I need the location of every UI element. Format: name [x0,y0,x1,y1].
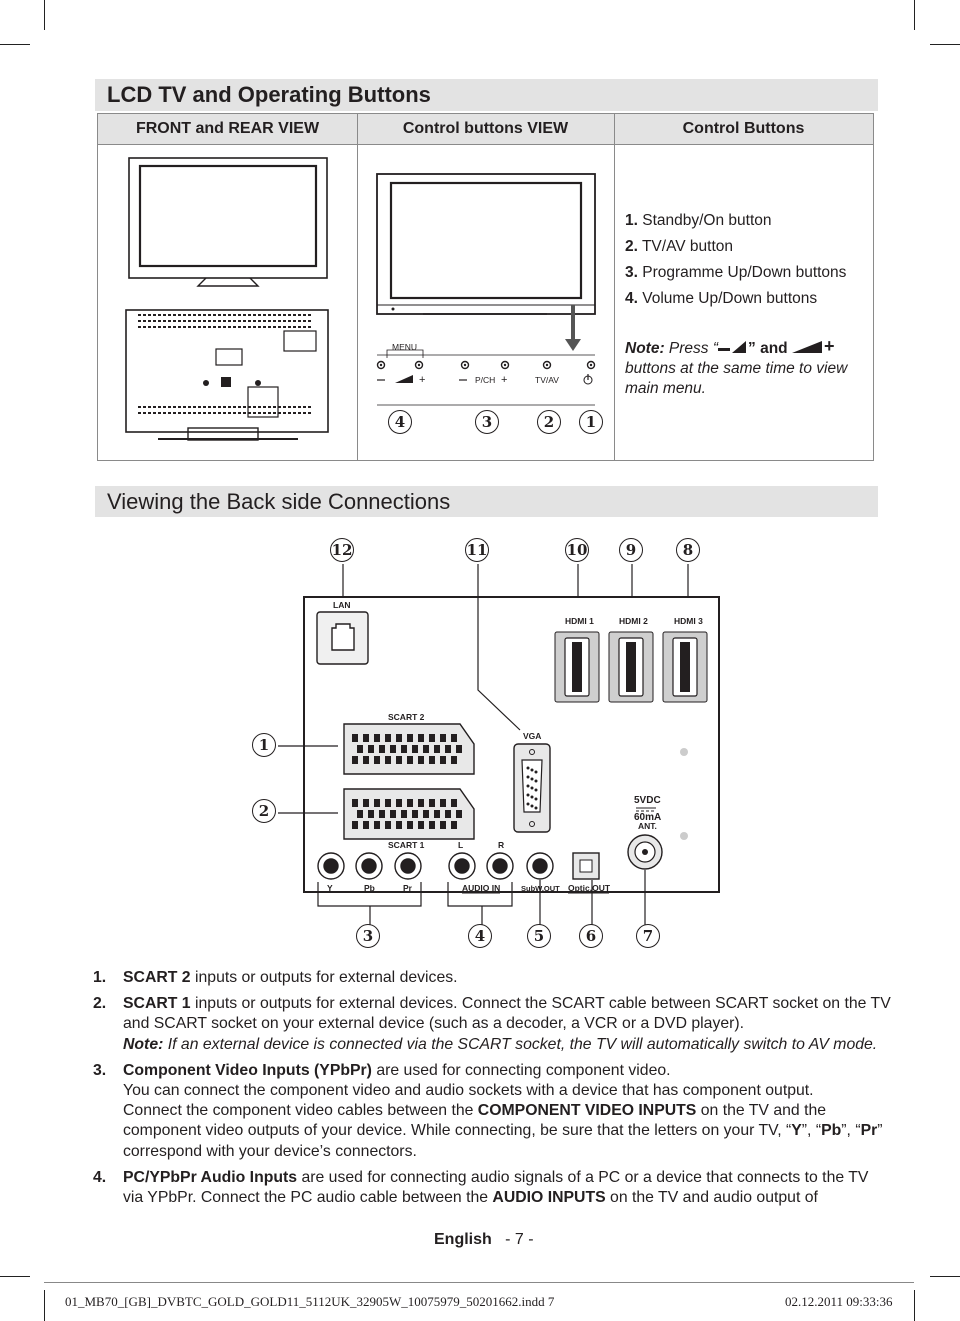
control-buttons-list [625,208,846,312]
slug-filename: 01_MB70_[GB]_DVBTC_GOLD_GOLD11_5112UK_32905W_10075979_50201662.indd 7 [65,1294,555,1309]
tv-frame [377,174,595,314]
tv-rear-terminal [284,331,316,351]
scart-2-pin [379,745,385,753]
callout-4-audio: 4 [468,924,492,948]
table-header: Control buttons VIEW [357,114,614,145]
crop-mark [44,0,45,30]
scart-2-pin [374,734,380,742]
tv-screen [391,183,581,298]
page-footer: English - 7 - [434,1231,534,1248]
callout-7-ant: 7 [636,924,660,948]
connections-description [93,968,893,1214]
callout-1: 1 [579,410,603,434]
callout-2: 2 [537,410,561,434]
crop-mark [930,44,960,45]
scart-1-pin [374,821,380,829]
scart-2-pin [363,756,369,764]
scart-1-pin [412,810,418,818]
scart-1-pin [385,821,391,829]
scart-2-pin [412,745,418,753]
callout-scart1: 2 [252,799,276,823]
scart-1-pin [352,821,358,829]
scart-2-pin [352,756,358,764]
vga-pin [535,771,538,774]
optic-label: Optic.OUT [568,883,611,893]
scart-2-pin [456,745,462,753]
callout-10: 10 [565,538,589,562]
tv-front-frame [129,158,327,278]
section-title-operating-buttons: LCD TV and Operating Buttons [95,79,878,111]
vga-pin [531,796,534,799]
vga-pin [527,767,530,770]
callout-scart2: 1 [252,733,276,757]
scart-2-pin [440,734,446,742]
scart-1-port [344,789,474,839]
list-item: 3. Component Video Inputs (YPbPr) are used for connecting component video. You can connect the component video and audio sockets with a device that has component output. Connect the component video cables between the COMPONENT VIDEO INPUTS on the TV and the component video outputs of your device. While connecting, be sure that the letters on your TV, “Y”, “Pb”, “Pr” correspond with your device’s connectors. [93,1061,883,1160]
scart-1-pin [440,821,446,829]
vga-pin [535,780,538,783]
scart-1-pin [363,821,369,829]
vga-pin [527,794,530,797]
scart-2-pin [423,745,429,753]
table-header: Control Buttons [614,114,873,145]
scart-1-pin [385,799,391,807]
callout-3-ypbpr: 3 [356,924,380,948]
callout-6-optic: 6 [579,924,603,948]
list-item: 4. PC/YPbPr Audio Inputs are used for connecting audio signals of a PC or a device that connects to the TV via YPbPr. Connect the PC audio cable between the AUDIO INPUTS on the TV and audio output of [93,1168,869,1207]
scart-1-pin [363,799,369,807]
scart-1-pin [396,821,402,829]
table-header: FRONT and REAR VIEW [98,114,357,145]
subw-label: SubW.OUT [521,884,560,893]
audio-r-label: R [498,840,505,850]
hdmi-3-label: HDMI 3 [674,616,703,626]
table-divider [614,114,615,460]
pch-label: P/CH [475,375,496,385]
crop-mark [0,1276,30,1277]
crop-mark [914,0,915,30]
menu-note: Note: Press “ ” and + buttons at the same time to view main menu. [625,336,848,397]
scart-2-pin [418,734,424,742]
scart-1-pin [396,799,402,807]
menu-label: MENU [392,342,418,352]
scart-1-label: SCART 1 [388,840,425,850]
list-item: 1. SCART 2 inputs or outputs for external devices. [93,969,458,986]
scart-2-pin [440,756,446,764]
scart-1-pin [423,810,429,818]
scart-1-pin [440,799,446,807]
scart-1-pin [429,821,435,829]
scart-1-pin [352,799,358,807]
list-item: 2. SCART 1 inputs or outputs for external devices. Connect the SCART cable between SCART socket on the TV and SCART socket on your external device (such as a decoder, a VCR or a DVD player). Note: If an external device is connected via the SCART socket, the TV will automatically switch to AV mode. [93,995,891,1053]
crop-mark [0,44,30,45]
tv-rear-terminal [216,349,242,365]
scart-2-pin [390,745,396,753]
scart-1-pin [418,799,424,807]
scart-1-pin [368,810,374,818]
callout-9: 9 [619,538,643,562]
scart-1-pin [418,821,424,829]
power-label-1: 5VDC [634,795,661,806]
scart-1-pin [451,821,457,829]
scart-2-pin [368,745,374,753]
list-item: 3. Programme Up/Down buttons [625,264,847,281]
callout-5-subw: 5 [527,924,551,948]
vga-pin [531,805,534,808]
scart-1-pin [451,799,457,807]
scart-1-pin [374,799,380,807]
scart-2-pin [418,756,424,764]
vga-pin [527,776,530,779]
audio-l-label: L [458,840,464,850]
volume-down-icon [718,343,748,353]
scart-2-pin [407,734,413,742]
vga-pin [531,769,534,772]
vga-pin [535,789,538,792]
tvav-label: TV/AV [535,375,559,385]
slug-rule [44,1282,914,1283]
y-label: Y [327,883,333,893]
scart-2-port [344,724,474,774]
list-item: 2. TV/AV button [625,238,734,255]
scart-2-pin [445,745,451,753]
callout-11: 11 [465,538,489,562]
callout-8: 8 [676,538,700,562]
svg-text:+: + [501,374,508,386]
svg-text:+: + [419,374,426,386]
scart-1-pin [401,810,407,818]
scart-2-pin [401,745,407,753]
list-item: 1. Standby/On button [625,212,772,229]
crop-mark [930,1276,960,1277]
scart-2-pin [363,734,369,742]
tv-front-rear-illustration [98,145,357,461]
scart-2-pin [385,734,391,742]
ant-label: ANT. [638,821,657,831]
scart-2-pin [407,756,413,764]
volume-up-icon: + [792,341,836,353]
scart-1-pin [445,810,451,818]
scart-2-pin [357,745,363,753]
power-label-2: 60mA [634,812,662,823]
vga-label: VGA [523,731,542,741]
scart-2-pin [396,734,402,742]
vga-pin [535,798,538,801]
operating-buttons-table [97,113,874,461]
scart-1-pin [357,810,363,818]
tv-front-screen [140,166,316,266]
callout-3: 3 [475,410,499,434]
vga-pin [535,807,538,810]
slug-timestamp: 02.12.2011 09:33:36 [785,1294,893,1309]
scart-2-pin [385,756,391,764]
scart-2-pin [451,734,457,742]
vga-pin [531,787,534,790]
hdmi-1-label: HDMI 1 [565,616,594,626]
vga-pin [527,785,530,788]
scart-1-pin [407,821,413,829]
scart-2-pin [396,756,402,764]
crop-mark [44,1290,45,1321]
pr-label: Pr [403,883,412,893]
pb-label: Pb [364,883,375,893]
audio-in-label: AUDIO IN [462,883,501,893]
hdmi-2-label: HDMI 2 [619,616,648,626]
callout-12: 12 [330,538,354,562]
rear-connections-diagram [0,530,960,980]
scart-2-pin [374,756,380,764]
scart-1-pin [429,799,435,807]
tv-rear-frame [126,310,328,432]
tv-front-stand [198,278,258,286]
vga-pin [527,803,530,806]
scart-2-pin [451,756,457,764]
scart-2-pin [434,745,440,753]
section-title-back-connections: Viewing the Back side Connections [95,486,878,517]
scart-1-pin [379,810,385,818]
list-item: 4. Volume Up/Down buttons [625,290,818,307]
scart-1-pin [434,810,440,818]
crop-mark [914,1290,915,1321]
scart-1-pin [407,799,413,807]
scart-1-pin [390,810,396,818]
scart-1-pin [456,810,462,818]
scart-2-label: SCART 2 [388,712,425,722]
lan-label: LAN [333,600,351,610]
scart-2-pin [429,734,435,742]
scart-2-pin [352,734,358,742]
vga-pin [531,778,534,781]
callout-4: 4 [388,410,412,434]
scart-2-pin [429,756,435,764]
